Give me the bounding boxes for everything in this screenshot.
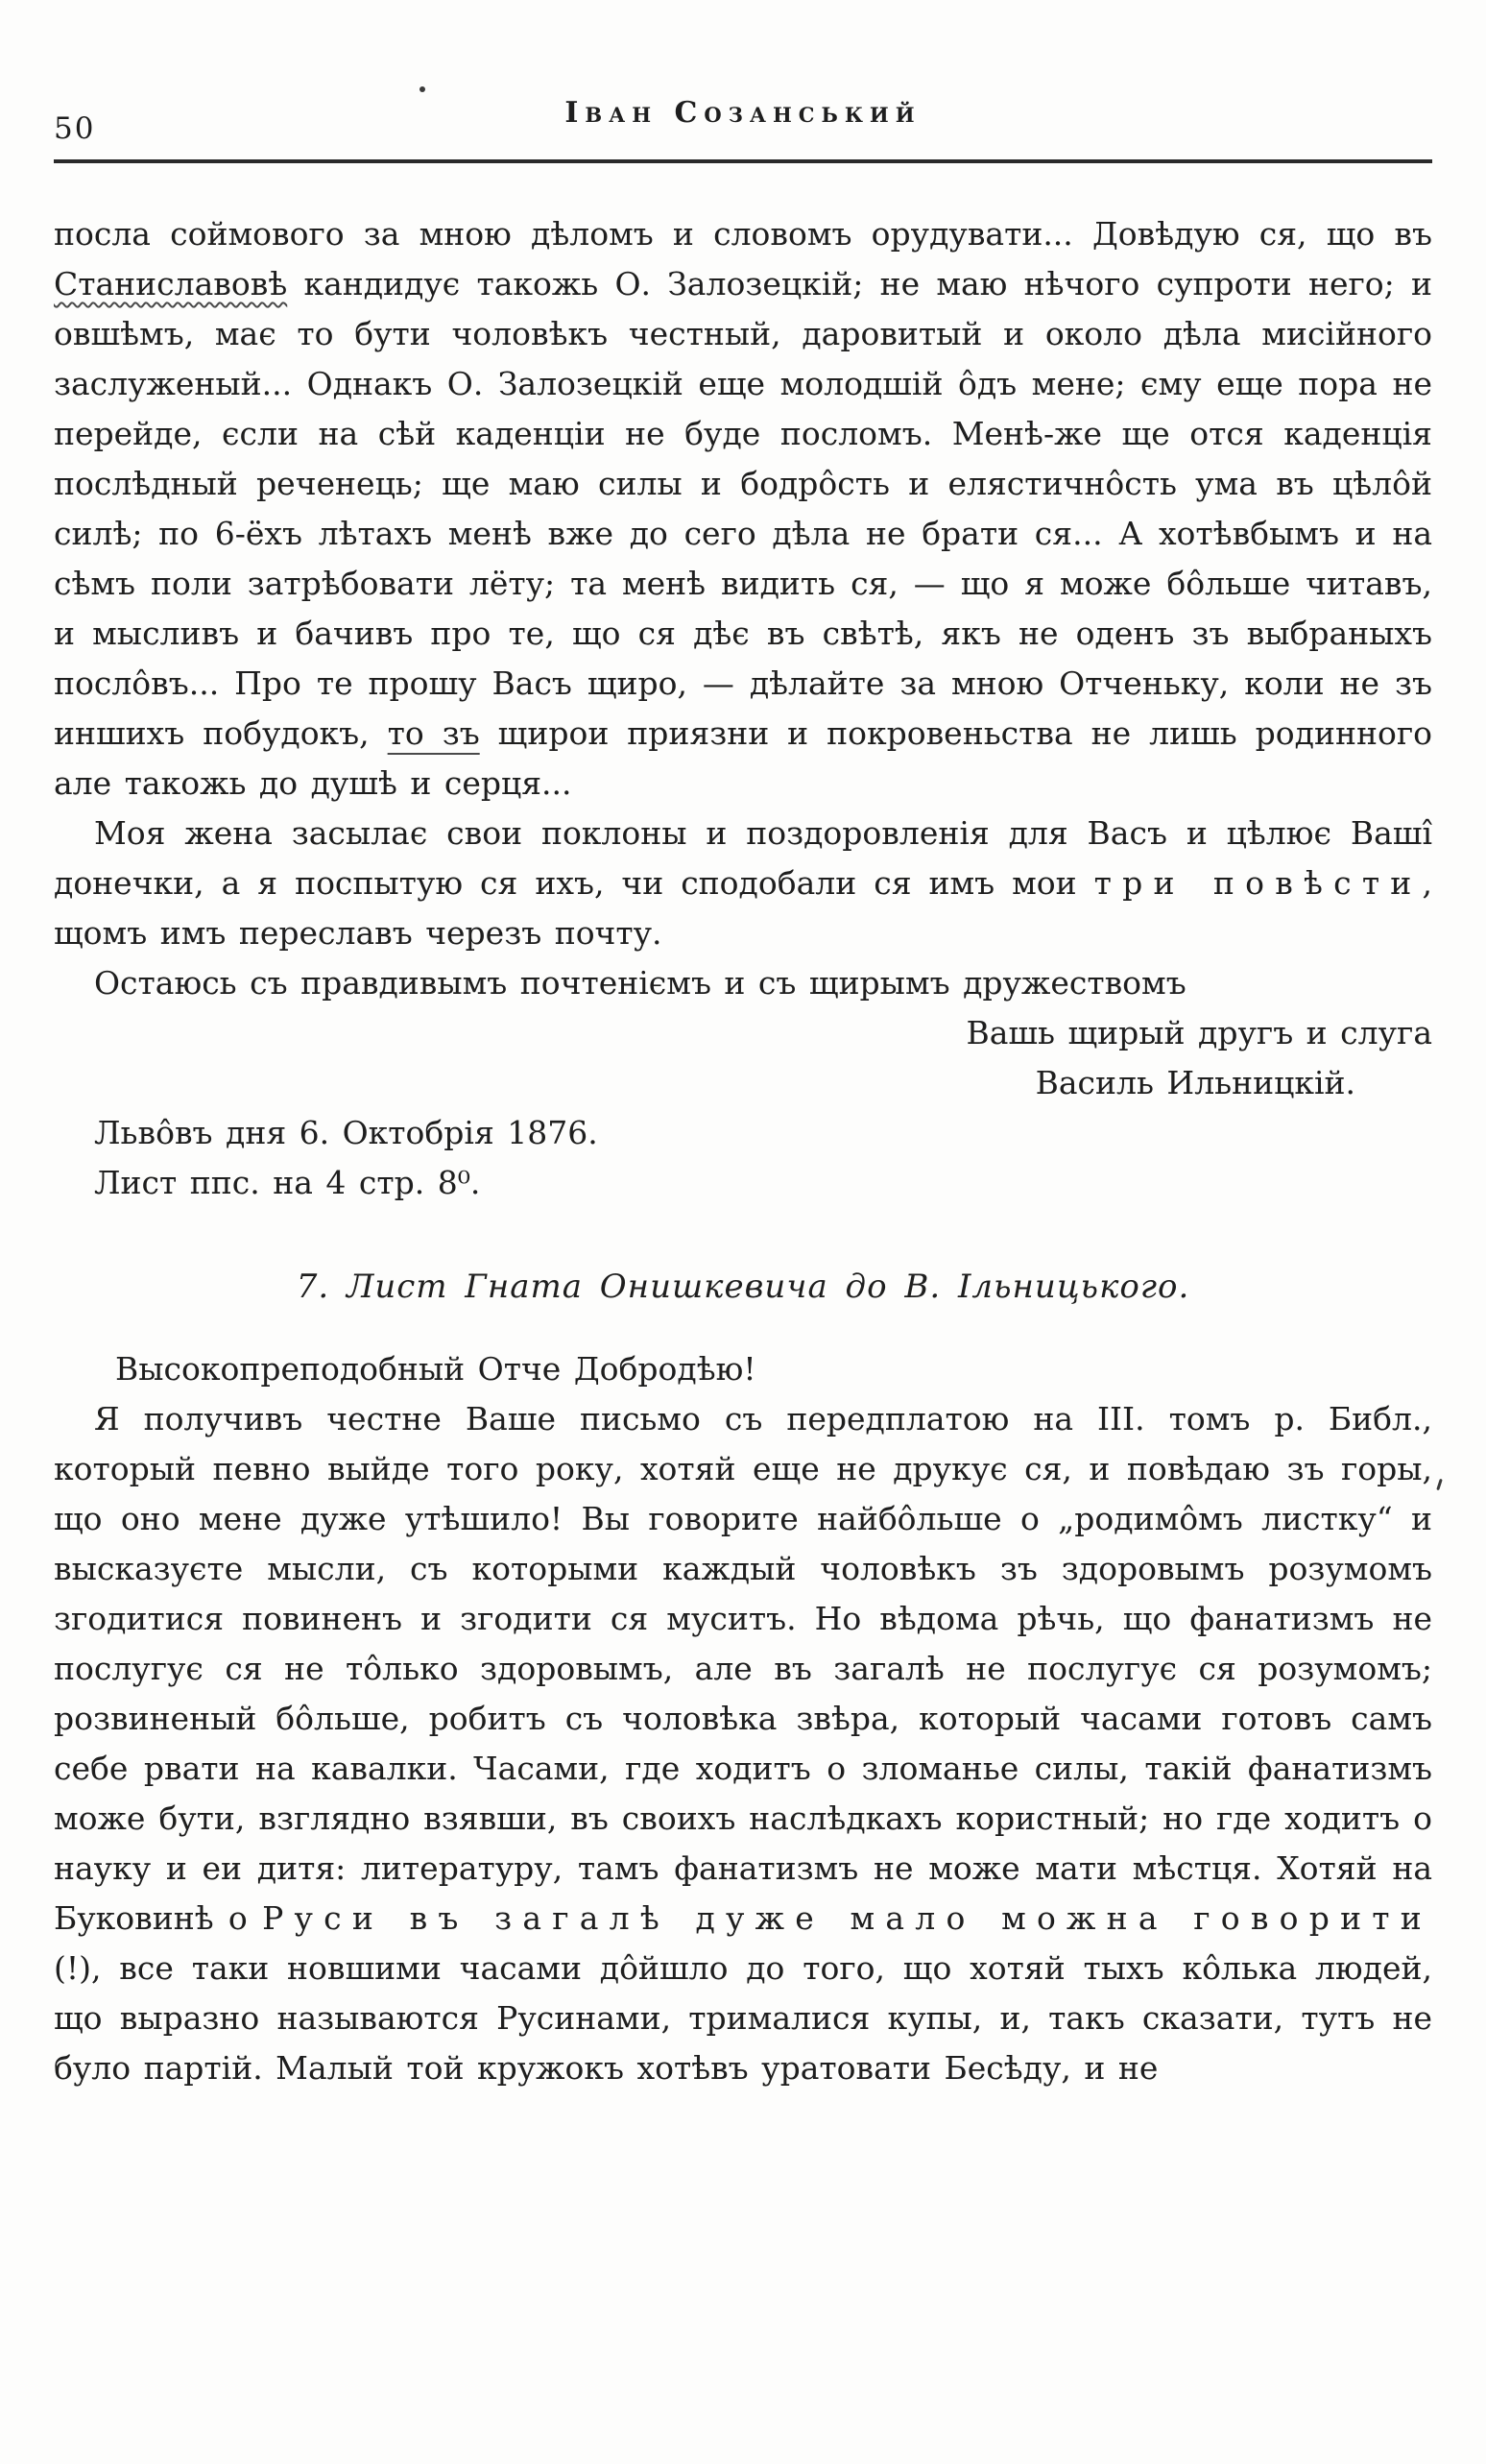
page-number: 50 xyxy=(54,111,96,146)
scan-speck xyxy=(419,86,425,92)
scan-speck xyxy=(1436,1479,1443,1490)
dateline: Львôвъ дня 6. Октобрія 1876. xyxy=(94,1114,598,1151)
page-header xyxy=(54,0,1432,146)
letter2-paragraph-1 xyxy=(54,1394,1432,2093)
letter2-salutation: Высокопреподобный Отче Добродѣю! xyxy=(115,1350,756,1388)
letterspaced-text: три повѣсти xyxy=(1093,864,1423,902)
text-run: , щомъ имъ переславъ черезъ почту. xyxy=(54,864,1433,952)
text-run: кандидує такожь О. Залозецкій; не маю нѣчого супроти него; и овшѣмъ, має то бути чоловѣкъ честный, даровитый и около дѣла мисійного заслуженый... Однакъ О. Залозецкій еще молодшій ôдъ мене; єму еще пора не перейде, єсли на сѣй каденціи не буде посломъ. Менѣ-же ще отся каденція послѣдный реченець; ще маю силы и бодрôсть и елястичнôсть ума въ цѣлôй силѣ; по 6-ёхъ лѣтахъ менѣ вже до сего дѣла не брати ся... А хотѣвбымъ и на сѣмъ поли затрѣбовати лёту; та менѣ видить ся, — що я може бôльше читавъ, и мысливъ и бачивъ про те, що ся дѣє въ свѣтѣ, якъ не оденъ зъ выбраныхъ послôвъ... Про те прошу Васъ щиро, — дѣлайте за мною Отченьку, коли не зъ иншихъ побудокъ, xyxy=(54,265,1432,752)
text-run: посла соймового за мною дѣломъ и словомъ орудувати... Довѣдую ся, що въ xyxy=(54,215,1432,253)
letter1-paragraph-continuation xyxy=(54,209,1432,809)
pen-underlined-text: Станиславовѣ xyxy=(54,265,288,302)
letterspaced-text: Руси въ загалѣ дуже мало можна говорити xyxy=(262,1899,1432,1937)
header-rule xyxy=(54,159,1432,163)
text-run: Я получивъ честне Ваше письмо съ передплатою на III. томъ р. Библ., который певно выйде того року, хотяй еще не друкує ся, и повѣдаю зъ горы, що оно мене дуже утѣшило! Вы говорите найбôльше о „родимôмъ листку“ и высказуєте мысли, съ которыми каждый чоловѣкъ зъ здоровымъ розумомъ згодитися повиненъ и згодити ся муситъ. Но вѣдома рѣчь, що фанатизмъ не послугує ся не тôлько здоровымъ, але въ загалѣ не послугує ся розумомъ; розвиненый бôльше, робитъ съ чоловѣка звѣра, который часами готовъ самъ себе рвати на кавалки. Часами, где ходитъ о зломанье силы, такій фанатизмъ може бути, взглядно взявши, въ своихъ наслѣдкахъ користный; но где ходитъ о науку и еи дитя: литературу, тамъ фанатизмъ не може мати мѣстця. Хотяй на Буковинѣ о xyxy=(54,1400,1432,1937)
running-title: Іван Созанський xyxy=(564,96,922,130)
pen-underlined-text: то зъ xyxy=(387,714,480,752)
text-run: (!), все таки новшими часами дôйшло до того, що хотяй тыхъ кôлька людей, що выразно называются Русинами, трималися купы, и, такъ сказати, тутъ не було партій. Малый той кружокъ хотѣвъ уратовати Бесѣду, и не xyxy=(54,1949,1432,2087)
text-run: Моя жена засылає свои поклоны и поздоровленія для Васъ и цѣлює Вашî донечки, а я поспытую ся ихъ, чи сподобали ся имъ мои xyxy=(54,814,1432,902)
letter1-paragraph-regards xyxy=(54,809,1432,958)
signature-name-line: Василь Ильницкій. xyxy=(1035,1064,1355,1101)
section-heading: 7. Лист Гната Онишкевича до В. Ільницького. xyxy=(296,1268,1190,1306)
manuscript-note: Лист ппс. на 4 стр. 8⁰. xyxy=(94,1164,481,1201)
signature-role-line: Вашь щирый другъ и слуга xyxy=(966,1014,1432,1051)
text-run: щирои приязни и покровеньства не лишь родинного але такожь до душѣ и серця... xyxy=(54,714,1432,802)
letter1-closing-line: Остаюсь съ правдивымъ почтеніємъ и съ щирымъ дружествомъ xyxy=(94,964,1186,1002)
